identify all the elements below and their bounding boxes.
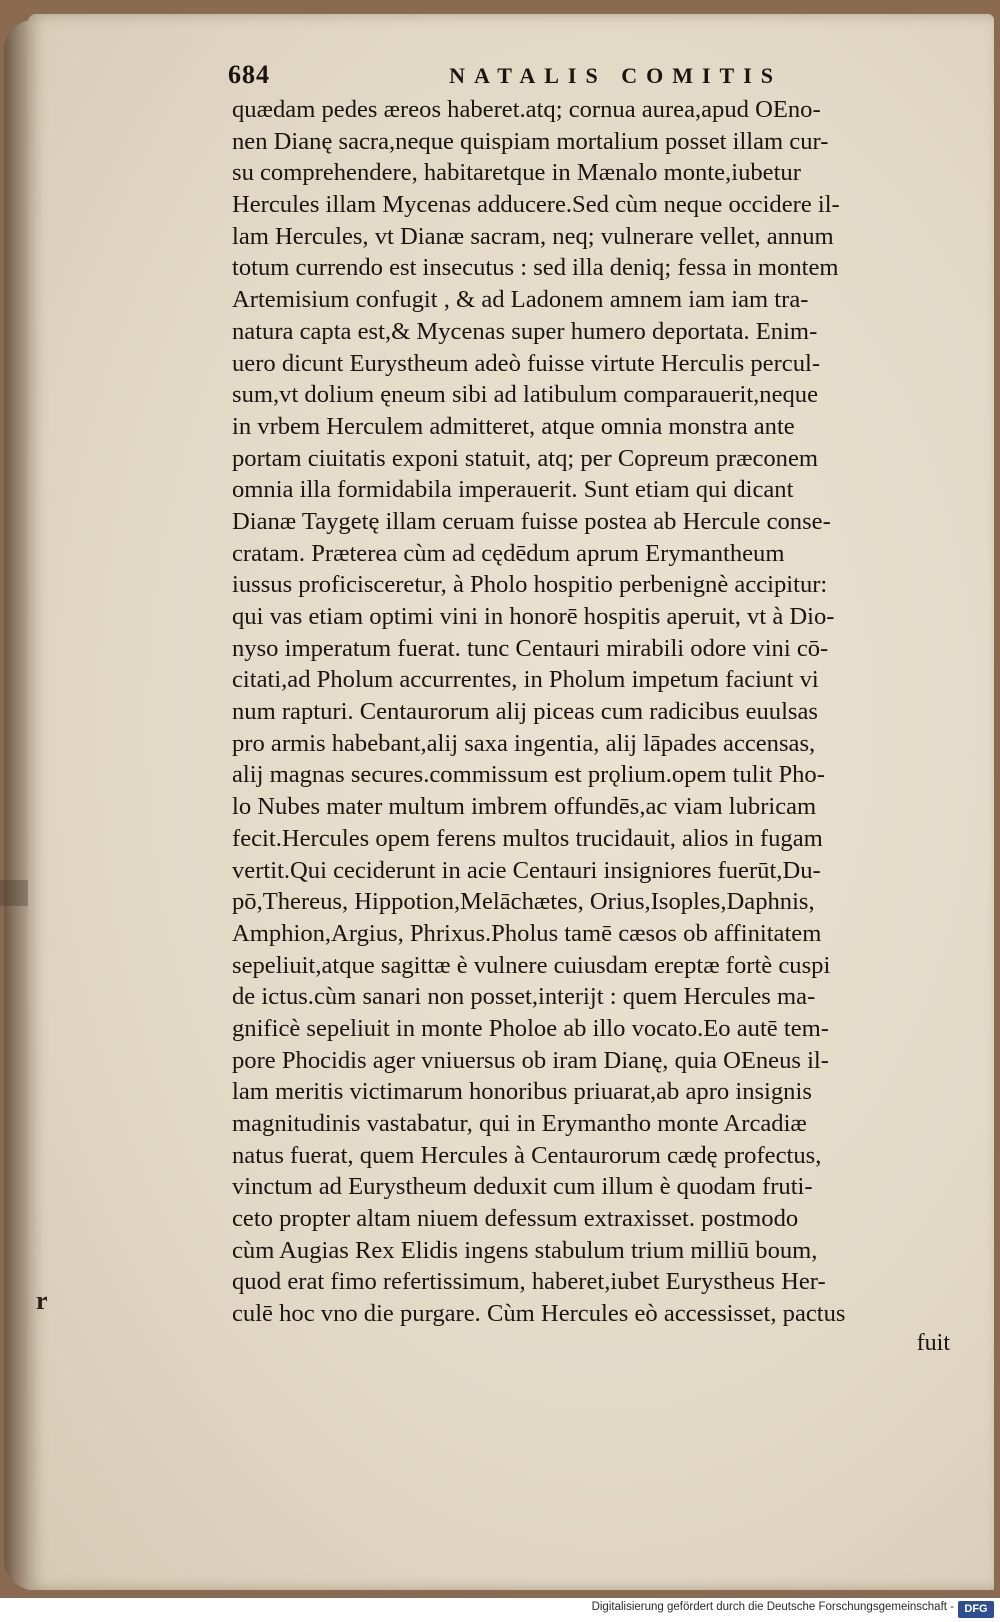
text-line: lo Nubes mater multum imbrem offundēs,ac viam lubricam (232, 793, 817, 821)
text-line: Hercules illam Mycenas adducere.Sed cùm neque occidere il- (232, 191, 840, 219)
text-line: quod erat fimo refertissimum, haberet,iubet Eurystheus Her- (232, 1268, 826, 1296)
text-line: sum,vt dolium ęneum sibi ad latibulum comparauerit,neque (232, 381, 819, 409)
text-line: nyso imperatum fuerat. tunc Centauri mirabili odore vini cō- (232, 634, 829, 662)
text-line: pore Phocidis ager vniuersus ob iram Dianę, quia OEneus il- (232, 1046, 829, 1074)
text-line: Artemisium confugit , & ad Ladonem amnem iam iam tra- (232, 286, 809, 314)
text-line: natura capta est,& Mycenas super humero deportata. Enim- (232, 317, 818, 345)
text-line: pō,Thereus, Hippotion,Melāchætes, Orius,Isoples,Daphnis, (232, 888, 815, 916)
text-line: alij magnas secures.commissum est prǫlium.opem tulit Pho- (232, 761, 825, 789)
text-line: culē hoc vno die purgare. Cùm Hercules eò accessisset, pactus (232, 1300, 846, 1328)
catchword: fuit (916, 1329, 950, 1356)
text-line: cùm Augias Rex Elidis ingens stabulum trium milliū boum, (232, 1236, 818, 1264)
text-line: iussus proficisceretur, à Pholo hospitio perbenignè accipitur: (232, 571, 828, 599)
margin-mark: r (36, 1286, 48, 1315)
text-line: fecit.Hercules opem ferens multos trucidauit, alios in fugam (232, 824, 823, 852)
running-head (228, 60, 952, 90)
text-line: vinctum ad Eurystheum deduxit cum illum è quodam fruti- (232, 1173, 813, 1201)
body-text (232, 94, 952, 1330)
dfg-logo: DFG (958, 1601, 994, 1618)
text-line: lam meritis victimarum honoribus priuarat,ab apro insignis (232, 1078, 812, 1106)
text-line: cratam. Præterea cùm ad cędēdum aprum Erymantheum (232, 539, 785, 567)
text-line: pro armis habebant,alij saxa ingentia, alij lāpades accensas, (232, 729, 816, 757)
page-content (228, 60, 952, 1361)
text-line: num rapturi. Centaurorum alij piceas cum radicibus euulsas (232, 698, 818, 726)
text-line: citati,ad Pholum accurrentes, in Pholum impetum faciunt vi (232, 666, 819, 694)
text-line: portam ciuitatis exponi statuit, atq; per Copreum præconem (232, 444, 819, 472)
text-line: totum currendo est insecutus : sed illa deniq; fessa in montem (232, 254, 839, 282)
text-line: qui vas etiam optimi vini in honorē hospitis aperuit, vt à Dio- (232, 603, 835, 630)
text-line: nen Dianę sacra,neque quispiam mortalium posset illam cur- (232, 127, 829, 155)
text-line: uero dicunt Eurystheum adeò fuisse virtute Herculis percul- (232, 349, 821, 377)
text-line: vertit.Qui ceciderunt in acie Centauri insigniores fuerūt,Du- (232, 856, 821, 884)
text-line: sepeliuit,atque sagittæ è vulnere cuiusdam ereptæ fortè cuspi (232, 951, 831, 979)
text-line: magnitudinis vastabatur, qui in Erymantho monte Arcadiæ (232, 1110, 807, 1137)
text-line: natus fuerat, quem Hercules à Centaurorum cædę profectus, (232, 1141, 822, 1169)
text-line: lam Hercules, vt Dianæ sacram, neq; vulnerare vellet, annum (232, 222, 834, 250)
footer-bar (0, 1598, 1000, 1622)
running-title: NATALIS COMITIS (449, 63, 782, 88)
text-line: in vrbem Herculem admitteret, atque omnia monstra ante (232, 412, 795, 440)
text-line: su comprehendere, habitaretque in Mænalo monte,iubetur (232, 159, 801, 187)
footer-credit: Digitalisierung gefördert durch die Deutsche Forschungsgemeinschaft - (591, 1601, 954, 1613)
text-line: omnia illa formidabila imperauerit. Sunt etiam qui dicant (232, 476, 794, 504)
text-line: Dianæ Taygetę illam ceruam fuisse postea ab Hercule conse- (232, 507, 831, 535)
text-line: quædam pedes æreos haberet.atq; cornua aurea,apud OEno- (232, 96, 821, 123)
text-line: ceto propter altam niuem defessum extraxisset. postmodo (232, 1205, 799, 1233)
text-line: Amphion,Argius, Phrixus.Pholus tamē cæsos ob affinitatem (232, 919, 822, 947)
page-number: 684 (228, 60, 270, 89)
text-line: de ictus.cùm sanari non posset,interijt : quem Hercules ma- (232, 983, 816, 1011)
text-line: gnificè sepeliuit in monte Pholoe ab illo vocato.Eo autē tem- (232, 1014, 829, 1042)
